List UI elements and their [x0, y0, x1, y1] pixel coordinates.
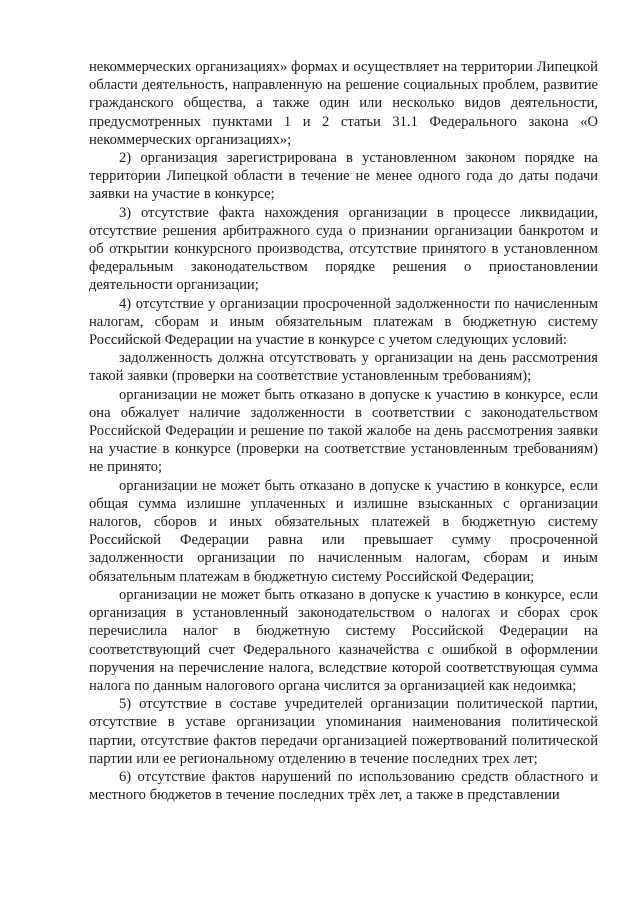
document-page [89, 58, 598, 804]
paragraph-item-6: 6) отсутствие фактов нарушений по использованию средств областного и местного бюджетов в течение последних трёх лет, а также в представлении [89, 768, 598, 804]
paragraph-condition-appeal: организации не может быть отказано в допуске к участию в конкурсе, если она обжалует наличие задолженности в соответствии с законодательством Российской Федерации и решение по такой жалобе на день рассмотрения заявки на участие в конкурсе (проверки на соответствие установленным требованиям) не принято; [89, 386, 598, 476]
paragraph-item-2: 2) организация зарегистрирована в установленном законом порядке на территории Липецкой области в течение не менее одного года до даты подачи заявки на участие в конкурсе; [89, 150, 598, 203]
paragraph-condition-debt-absent: задолженность должна отсутствовать у организации на день рассмотрения такой заявки (проверки на соответствие установленным требованиям); [89, 350, 598, 385]
paragraph-item-3: 3) отсутствие факта нахождения организации в процессе ликвидации, отсутствие решения арбитражного суда о признании организации банкротом и об открытии конкурсного производства, отсутствие принятого в установленном федеральным законодательством порядке решения о приостановлении деятельности организации; [89, 204, 598, 294]
paragraph-condition-payment-error: организации не может быть отказано в допуске к участию в конкурсе, если организация в установленный законодательством о налогах и сборах срок перечислила налог в бюджетную систему Российской Федерации на соответствующий счет Федерального казначейства с ошибкой в оформлении поручения на перечисление налога, вследствие которой соответствующая сумма налога по данным налогового органа числится за организацией как недоимка; [89, 586, 598, 694]
paragraph-intro-continuation: некоммерческих организациях» формах и осуществляет на территории Липецкой области деятельность, направленную на решение социальных проблем, развитие гражданского общества, а также один или несколько видов деятельности, предусмотренных пунктами 1 и 2 статьи 31.1 Федерального закона «О некоммерческих организациях»; [89, 59, 598, 148]
paragraph-item-4: 4) отсутствие у организации просроченной задолженности по начисленным налогам, сборам и иным обязательным платежам в бюджетную систему Российской Федерации на участие в конкурсе с учетом следующих условий: [89, 295, 598, 349]
paragraph-item-5: 5) отсутствие в составе учредителей организации политической партии, отсутствие в уставе организации упоминания наименования политической партии, отсутствие фактов передачи организацией пожертвований политической партии или ее региональному отделению в течение последних трех лет; [89, 696, 598, 767]
paragraph-condition-overpayment: организации не может быть отказано в допуске к участию в конкурсе, если общая сумма излишне уплаченных и излишне взысканных с организации налогов, сборов и иных обязательных платежей в бюджетную систему Российской Федерации равна или превышает сумму просроченной задолженности организации по начисленным налогам, сборам и иным обязательным платежам в бюджетную систему Российской Федерации; [89, 477, 598, 585]
